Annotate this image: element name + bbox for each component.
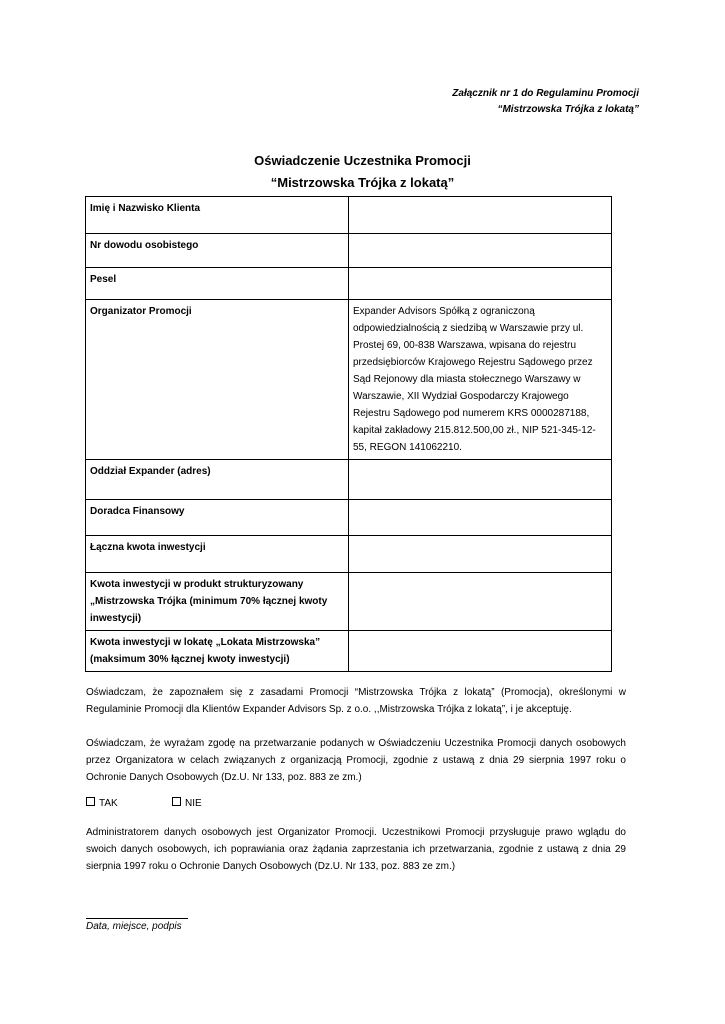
annex-line-1: Załącznik nr 1 do Regulaminu Promocji — [452, 88, 639, 99]
row-label-deposit: Kwota inwestycji w lokatę „Lokata Mistrzowska” (maksimum 30% łącznej kwoty inwestycji) — [86, 631, 349, 672]
signature-line — [86, 918, 188, 919]
table-row — [86, 631, 612, 672]
document-title — [0, 150, 725, 194]
title-line-2: “Mistrzowska Trójka z lokatą” — [270, 175, 455, 190]
row-label-organizer: Organizator Promocji — [86, 300, 349, 460]
participant-form-table — [85, 196, 612, 672]
checkbox-icon[interactable] — [86, 797, 95, 806]
annex-header — [452, 86, 639, 118]
field-branch[interactable] — [349, 460, 612, 500]
row-label-branch: Oddział Expander (adres) — [86, 460, 349, 500]
row-label-pesel: Pesel — [86, 268, 349, 300]
table-row — [86, 500, 612, 536]
field-advisor[interactable] — [349, 500, 612, 536]
table-row — [86, 536, 612, 573]
consent-statement: Oświadczam, że wyrażam zgodę na przetwarzanie podanych w Oświadczeniu Uczestnika Promocji danych osobowych przez Organizatora w celach związanych z organizacją Promocji, zgodnie z ustawą z dnia 29 sierpnia 1997 roku o Ochronie Danych Osobowych (Dz.U. Nr 133, poz. 883 ze zm.) — [86, 738, 626, 783]
organizer-details: Expander Advisors Spółką z ograniczoną odpowiedzialnością z siedzibą w Warszawie przy ul. Prostej 69, 00-838 Warszawa, wpisana do rejestru przedsiębiorców Krajowego Rejestru Sądowego przez Sąd Rejonowy dla miasta stołecznego Warszawy w Warszawie, XII Wydział Gospodarczy Krajowego Rejestru Sądowego pod numerem KRS 0000287188, kapitał zakładowy 215.812.500,00 zł., NIP 521-345-12-55, REGON 141062210. — [349, 300, 612, 460]
row-label-structured-product: Kwota inwestycji w produkt strukturyzowany „Mistrzowska Trójka (minimum 70% łącznej kwoty inwestycji) — [86, 573, 349, 631]
field-structured-product[interactable] — [349, 573, 612, 631]
consent-yes-label: TAK — [99, 798, 118, 809]
row-label-advisor: Doradca Finansowy — [86, 500, 349, 536]
row-label-id-number: Nr dowodu osobistego — [86, 234, 349, 268]
table-row — [86, 234, 612, 268]
row-label-full-name: Imię i Nazwisko Klienta — [86, 197, 349, 234]
field-total-amount[interactable] — [349, 536, 612, 573]
title-line-1: Oświadczenie Uczestnika Promocji — [254, 153, 471, 168]
field-full-name[interactable] — [349, 197, 612, 234]
consent-yes-option[interactable] — [86, 797, 118, 811]
annex-line-2: “Mistrzowska Trójka z lokatą” — [497, 104, 639, 115]
field-pesel[interactable] — [349, 268, 612, 300]
field-id-number[interactable] — [349, 234, 612, 268]
table-row — [86, 300, 612, 460]
table-row — [86, 197, 612, 234]
table-row — [86, 268, 612, 300]
signature-label: Data, miejsce, podpis — [86, 921, 182, 932]
table-row — [86, 573, 612, 631]
field-deposit[interactable] — [349, 631, 612, 672]
acceptance-statement: Oświadczam, że zapoznałem się z zasadami Promocji “Mistrzowska Trójka z lokatą” (Promocja), określonymi w Regulaminie Promocji dla Klientów Expander Advisors Sp. z o.o. ,,Mistrzowska Trójka z lokatą”, i je akceptuję. — [86, 687, 626, 715]
checkbox-icon[interactable] — [172, 797, 181, 806]
row-label-total-amount: Łączna kwota inwestycji — [86, 536, 349, 573]
consent-no-label: NIE — [185, 798, 202, 809]
table-row — [86, 460, 612, 500]
data-administrator-statement: Administratorem danych osobowych jest Organizator Promocji. Uczestnikowi Promocji przysługuje prawo wglądu do swoich danych osobowych, ich poprawiania oraz żądania zaprzestania ich przetwarzania, zgodnie z ustawą z dnia 29 sierpnia 1997 roku o Ochronie Danych Osobowych (Dz.U. Nr 133, poz. 883 ze zm.) — [86, 827, 626, 872]
consent-no-option[interactable] — [172, 797, 202, 811]
